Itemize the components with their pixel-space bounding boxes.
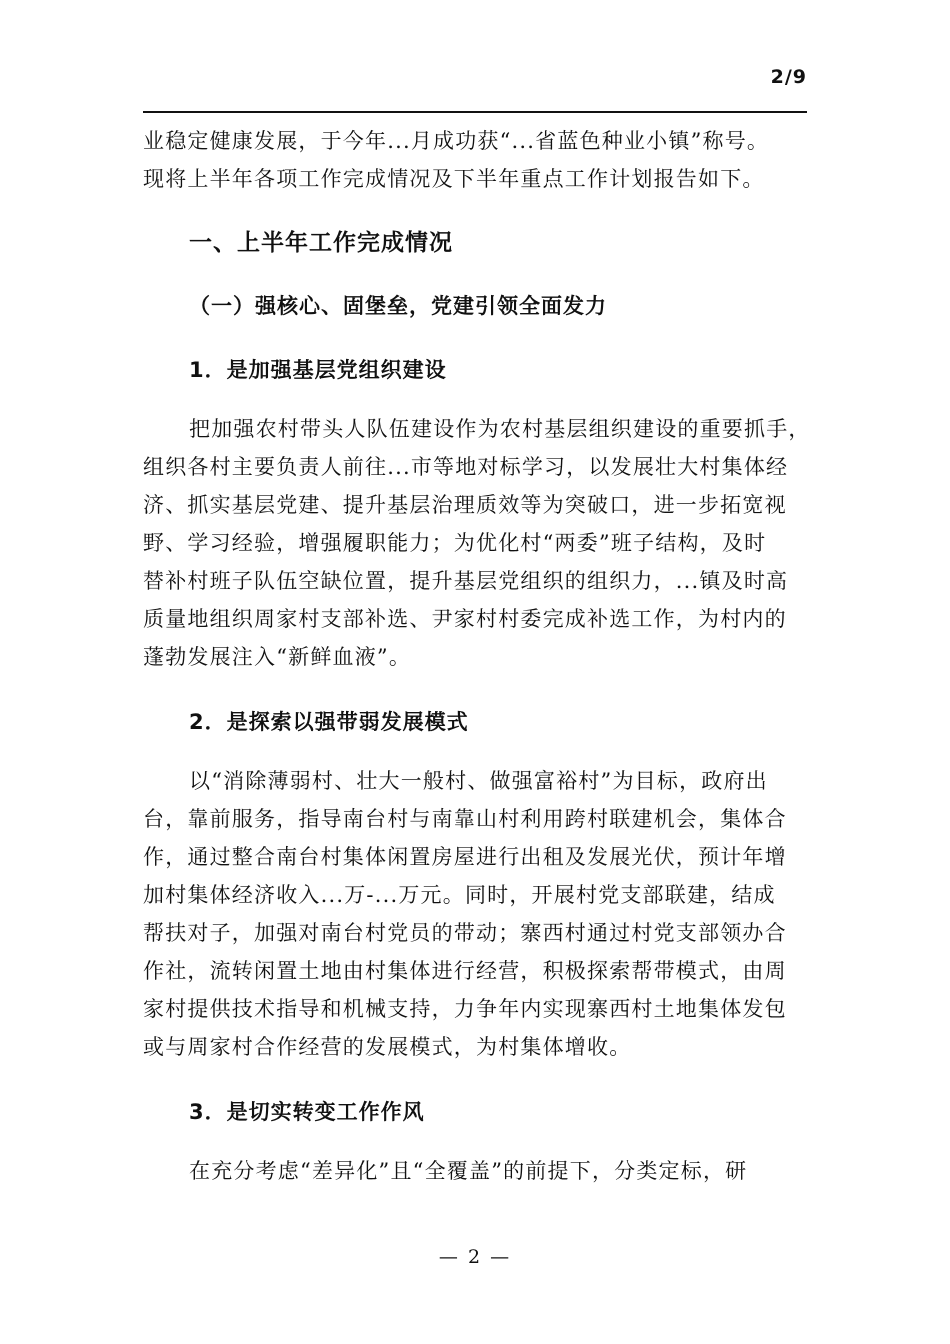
item-2-line-8: 或与周家村合作经营的发展模式，为村集体增收。: [143, 1035, 632, 1059]
subsection-1-title: （一）强核心、固堡垒，党建引领全面发力: [189, 294, 607, 318]
item-1-line-1: 把加强农村带头人队伍建设作为农村基层组织建设的重要抓手，: [189, 417, 811, 441]
item-1-line-6: 质量地组织周家村支部补选、尹家村村委完成补选工作，为村内的: [143, 607, 787, 631]
header-rule: [143, 111, 807, 113]
item-2-line-7: 家村提供技术指导和机械支持，力争年内实现寨西村土地集体发包: [143, 997, 787, 1021]
item-1-line-7: 蓬勃发展注入“新鲜血液”。: [143, 645, 412, 669]
item-2-title: 2．是探索以强带弱发展模式: [189, 710, 469, 734]
item-2-line-4: 加村集体经济收入...万-...万元。同时，开展村党支部联建，结成: [143, 883, 776, 907]
item-2-line-2: 台，靠前服务，指导南台村与南靠山村利用跨村联建机会，集体合: [143, 807, 787, 831]
item-3-line-1: 在充分考虑“差异化”且“全覆盖”的前提下，分类定标，研: [189, 1159, 748, 1183]
item-2-line-1: 以“消除薄弱村、壮大一般村、做强富裕村”为目标，政府出: [189, 769, 768, 793]
item-1-line-4: 野、学习经验，增强履职能力；为优化村“两委”班子结构，及时: [143, 531, 767, 555]
page-number: — 2 —: [438, 1246, 512, 1268]
item-1-line-5: 替补村班子队伍空缺位置，提升基层党组织的组织力，...镇及时高: [143, 569, 789, 593]
page-header: [143, 64, 807, 114]
item-3-title: 3．是切实转变工作作风: [189, 1100, 425, 1124]
item-1-line-3: 济、抓实基层党建、提升基层治理质效等为突破口，进一步拓宽视: [143, 493, 787, 517]
item-1-title: 1．是加强基层党组织建设: [189, 358, 447, 382]
page-count: 2/9: [770, 66, 807, 88]
item-2-line-3: 作，通过整合南台村集体闲置房屋进行出租及发展光伏，预计年增: [143, 845, 787, 869]
section-1-title: 一、上半年工作完成情况: [189, 230, 453, 256]
item-1-line-2: 组织各村主要负责人前往...市等地对标学习，以发展壮大村集体经: [143, 455, 789, 479]
item-2-line-6: 作社，流转闲置土地由村集体进行经营，积极探索帮带模式，由周: [143, 959, 787, 983]
item-2-line-5: 帮扶对子，加强对南台村党员的带动；寨西村通过村党支部领办合: [143, 921, 787, 945]
intro-line-2: 现将上半年各项工作完成情况及下半年重点工作计划报告如下。: [143, 167, 765, 191]
intro-line-1: 业稳定健康发展，于今年...月成功获“...省蓝色种业小镇”称号。: [143, 129, 770, 153]
